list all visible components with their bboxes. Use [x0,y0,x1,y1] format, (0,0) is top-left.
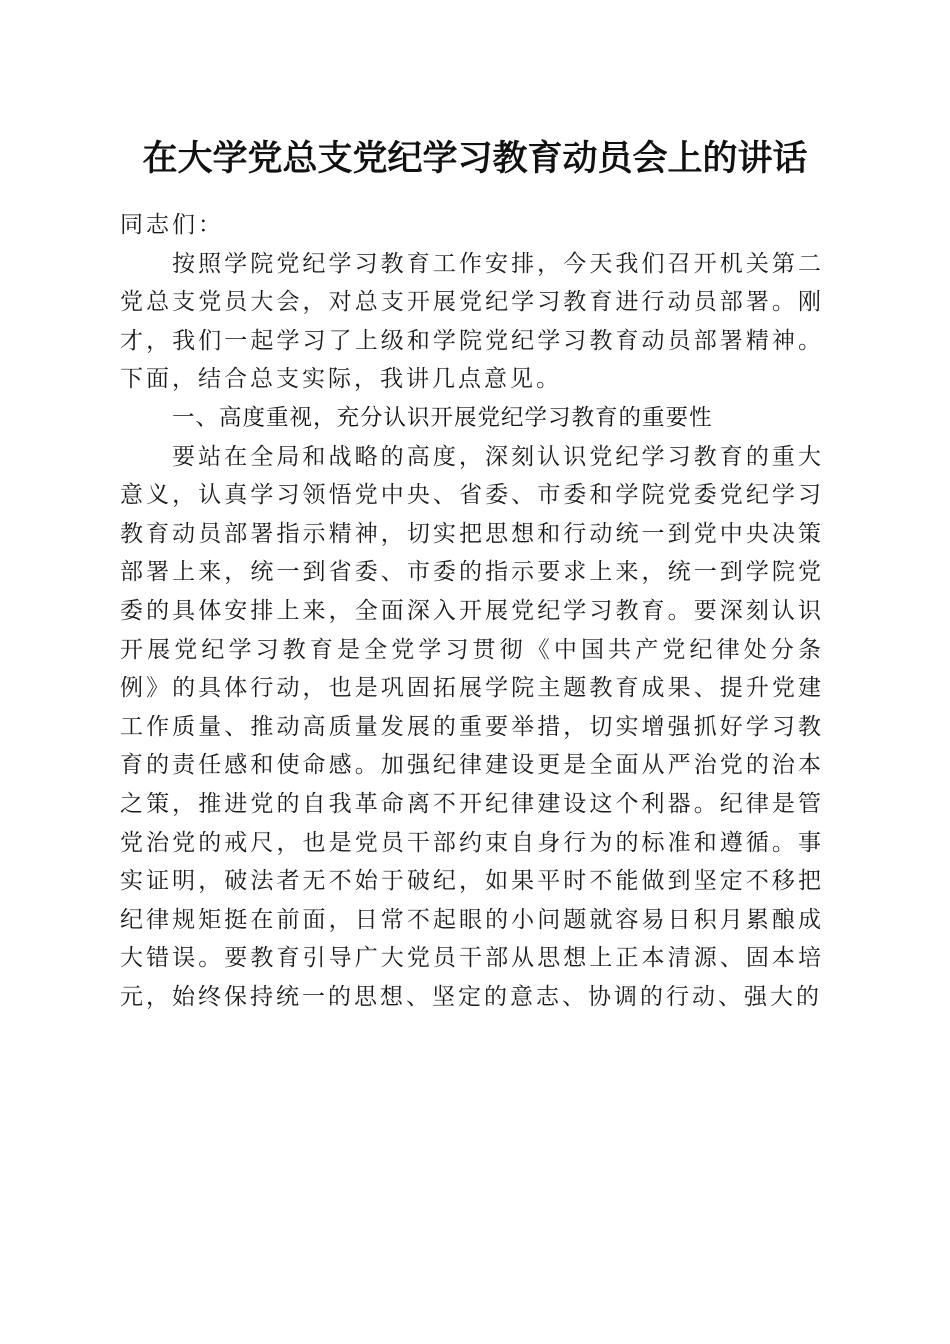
document-body [120,206,824,1016]
document-title: 在大学党总支党纪学习教育动员会上的讲话 [142,138,808,179]
section-paragraph: 要站在全局和战略的高度，深刻认识党纪学习教育的重大意义，认真学习领悟党中央、省委、市委和学院党委党纪学习教育动员部署指示精神，切实把思想和行动统一到党中央决策部署上来，统一到省委、市委的指示要求上来，统一到学院党委的具体安排上来，全面深入开展党纪学习教育。要深刻认识开展党纪学习教育是全党学习贯彻《中国共产党纪律处分条例》的具体行动，也是巩固拓展学院主题教育成果、提升党建工作质量、推动高质量发展的重要举措，切实增强抓好学习教育的责任感和使命感。加强纪律建设更是全面从严治党的治本之策，推进党的自我革命离不开纪律建设这个利器。纪律是管党治党的戒尺，也是党员干部约束自身行为的标准和遵循。事实证明，破法者无不始于破纪，如果平时不能做到坚定不移把纪律规矩挺在前面，日常不起眼的小问题就容易日积月累酿成大错误。要教育引导广大党员干部从思想上正本清源、固本培元，始终保持统一的思想、坚定的意志、协调的行动、强大的 [120,443,824,1010]
salutation: 同志们： [120,212,224,238]
intro-paragraph: 按照学院党纪学习教育工作安排，今天我们召开机关第二党总支党员大会，对总支开展党纪学习教育进行动员部署。刚才，我们一起学习了上级和学院党纪学习教育动员部署精神。下面，结合总支实际，我讲几点意见。 [120,250,824,393]
section-heading: 一、高度重视，充分认识开展党纪学习教育的重要性 [172,404,713,431]
